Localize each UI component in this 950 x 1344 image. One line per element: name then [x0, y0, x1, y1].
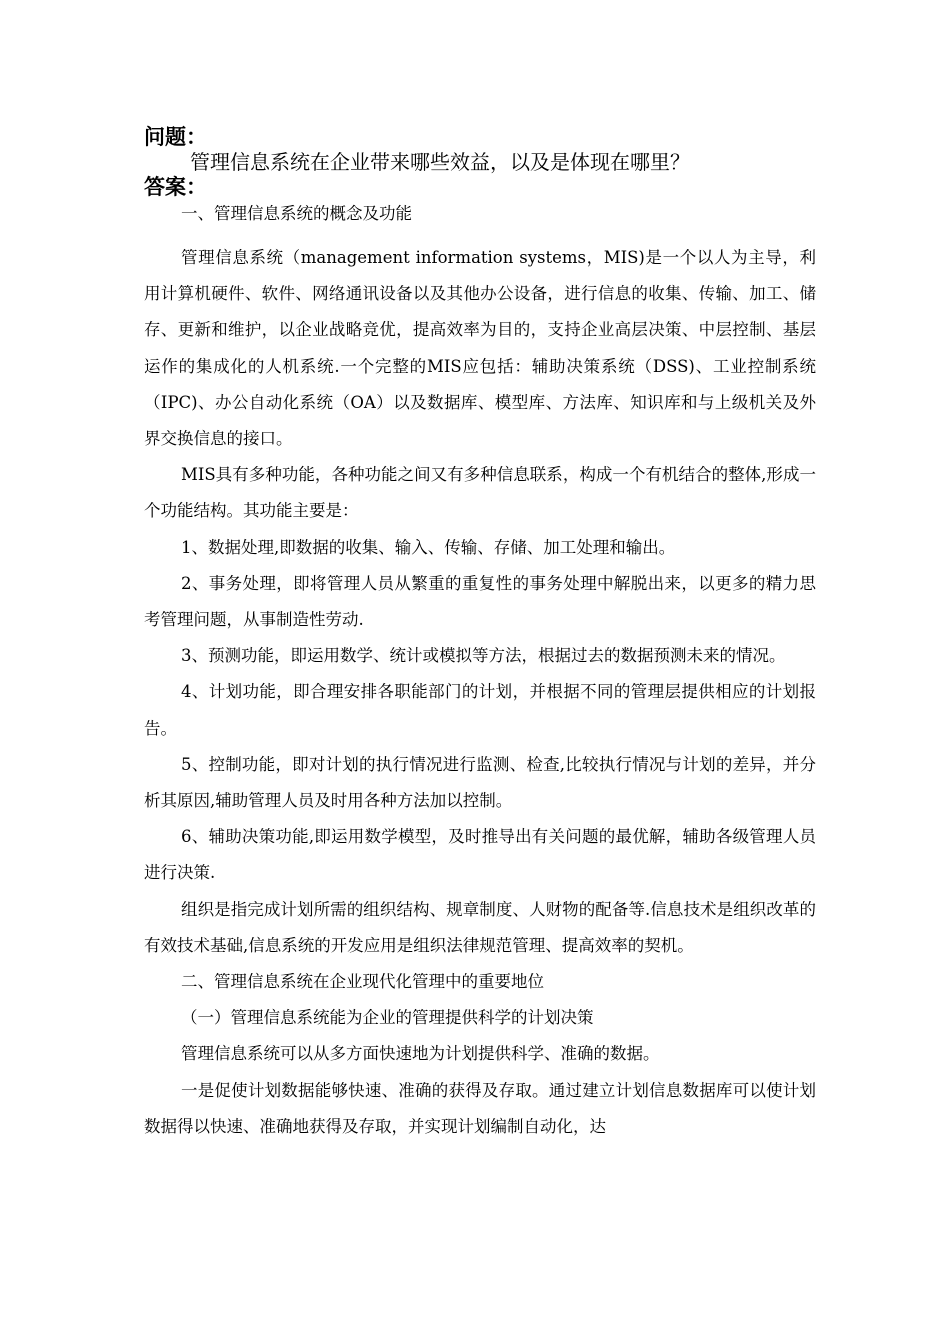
paragraph-organization: 组织是指完成计划所需的组织结构、规章制度、人财物的配备等.信息技术是组织改革的有效技术基础,信息系统的开发应用是组织法律规范管理、提高效率的契机。 — [144, 899, 816, 955]
answer-body — [144, 198, 816, 1145]
paragraph-mis-functions: MIS具有多种功能，各种功能之间又有多种信息联系，构成一个有机结合的整体,形成一个功能结构。其功能主要是： — [144, 465, 816, 521]
paragraph-planning-data: 管理信息系统可以从多方面快速地为计划提供科学、准确的数据。 — [181, 1044, 660, 1064]
paragraph-planning-database: 一是促使计划数据能够快速、准确的获得及存取。通过建立计划信息数据库可以使计划数据得以快速、准确地获得及存取，并实现计划编制自动化，达 — [144, 1080, 816, 1136]
list-item-function-5: 5、控制功能，即对计划的执行情况进行监测、检查,比较执行情况与计划的差异，并分析其原因,辅助管理人员及时用各种方法加以控制。 — [144, 754, 816, 811]
question-text: 管理信息系统在企业带来哪些效益，以及是体现在哪里？ — [190, 150, 690, 174]
question-label: 问题： — [144, 125, 207, 149]
section-heading-2: 二、管理信息系统在企业现代化管理中的重要地位 — [181, 972, 544, 992]
section-heading-1: 一、管理信息系统的概念及功能 — [181, 204, 412, 223]
list-item-function-6: 6、辅助决策功能,即运用数学模型，及时推导出有关问题的最优解，辅助各级管理人员进行决策. — [144, 827, 816, 883]
paragraph-mis-definition: 管理信息系统（management information systems，MIS)是一个以人为主导，利用计算机硬件、软件、网络通讯设备以及其他办公设备，进行信息的收集、传输、加工、储存、更新和维护，以企业战略竞优，提高效率为目的，支持企业高层决策、中层控制、基层运作的集成化的人机系统.一个完整的MIS应包括：辅助决策系统（DSS)、工业控制系统（IPC)、办公自动化系统（OA）以及数据库、模型库、方法库、知识库和与上级机关及外界交换信息的接口。 — [144, 248, 816, 449]
answer-label: 答案： — [144, 175, 207, 199]
list-item-function-2: 2、事务处理，即将管理人员从繁重的重复性的事务处理中解脱出来，以更多的精力思考管理问题，从事制造性劳动. — [144, 573, 816, 630]
subsection-heading-1: （一）管理信息系统能为企业的管理提供科学的计划决策 — [181, 1008, 594, 1028]
list-item-function-4: 4、计划功能，即合理安排各职能部门的计划，并根据不同的管理层提供相应的计划报告。 — [144, 682, 816, 738]
list-item-function-3: 3、预测功能，即运用数学、统计或模拟等方法，根据过去的数据预测未来的情况。 — [181, 646, 786, 666]
list-item-function-1: 1、数据处理,即数据的收集、输入、传输、存储、加工处理和输出。 — [181, 537, 676, 557]
